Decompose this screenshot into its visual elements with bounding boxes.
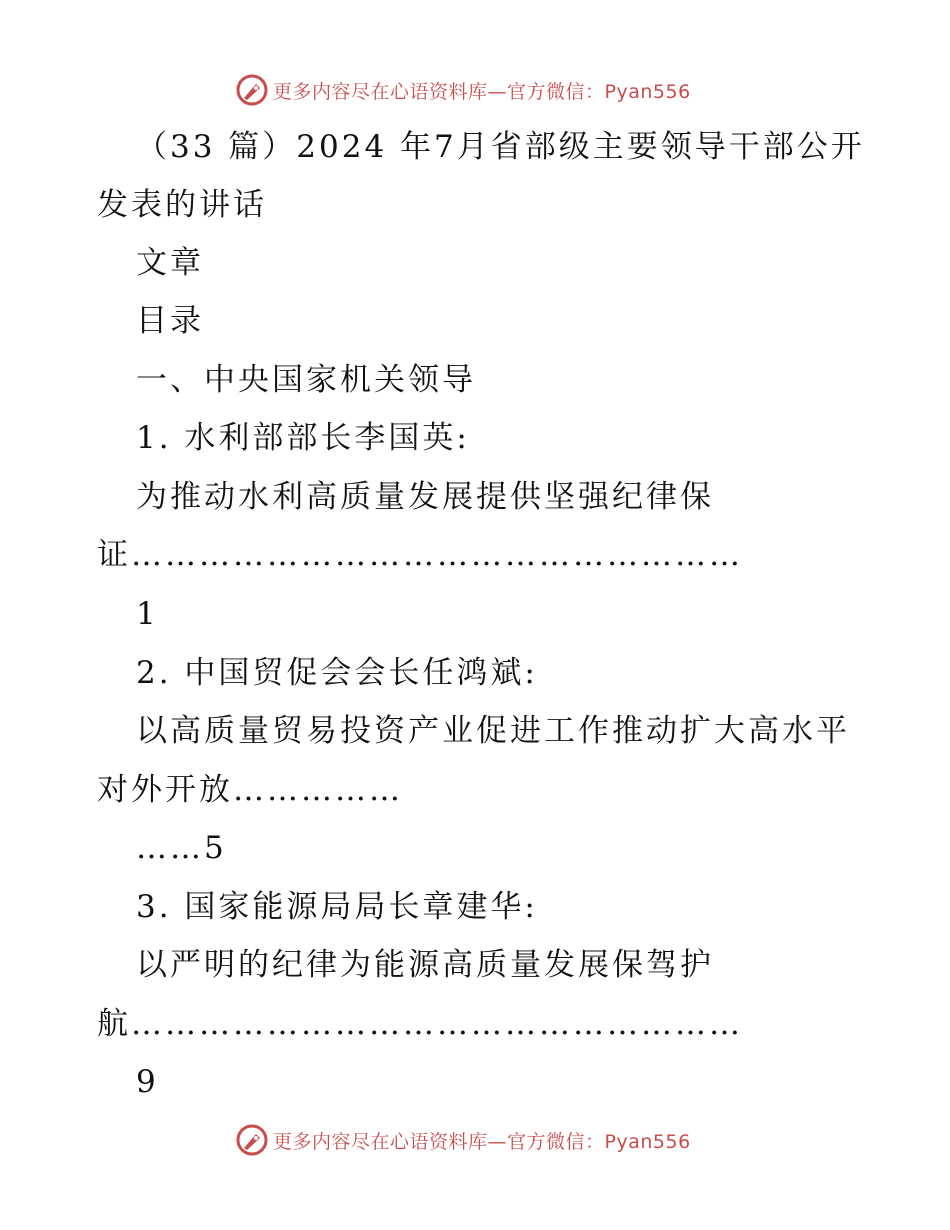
toc-entry-page-number: 9 xyxy=(136,1064,159,1100)
toc-entry-heading: 2. 中国贸促会会长任鸿斌: xyxy=(136,655,538,691)
toc-entry-heading: 1. 水利部部长李国英: xyxy=(136,420,470,456)
toc-heading: 目录 xyxy=(136,303,204,339)
document-title-line-1: （33 篇）2024 年7月省部级主要领导干部公开 xyxy=(136,129,865,165)
pen-nib-logo-icon xyxy=(235,73,269,107)
toc-entry-title-leader: 对外开放…………… xyxy=(97,772,403,808)
document-subtitle: 文章 xyxy=(136,245,204,281)
footer-watermark-banner xyxy=(235,1122,691,1158)
toc-entry-title: 以严明的纪律为能源高质量发展保驾护 xyxy=(136,947,714,983)
toc-entry-page-number: 1 xyxy=(136,596,159,632)
toc-entry-title-leader: 证……………………………………………… xyxy=(97,537,743,573)
toc-entry-page-number: ……5 xyxy=(136,830,227,866)
toc-entry-title-leader: 航……………………………………………… xyxy=(97,1006,743,1042)
pen-nib-logo-icon xyxy=(235,1123,269,1157)
document-title-line-2: 发表的讲话 xyxy=(97,187,267,223)
toc-section-heading: 一、中央国家机关领导 xyxy=(136,362,476,398)
header-watermark-banner xyxy=(235,72,691,108)
watermark-text: 更多内容尽在心语资料库—官方微信：Pyan556 xyxy=(273,1130,691,1153)
toc-entry-title: 为推动水利高质量发展提供坚强纪律保 xyxy=(136,479,714,515)
watermark-text: 更多内容尽在心语资料库—官方微信：Pyan556 xyxy=(273,80,691,103)
toc-entry-heading: 3. 国家能源局局长章建华: xyxy=(136,889,538,925)
toc-entry-title: 以高质量贸易投资产业促进工作推动扩大高水平 xyxy=(136,713,850,749)
